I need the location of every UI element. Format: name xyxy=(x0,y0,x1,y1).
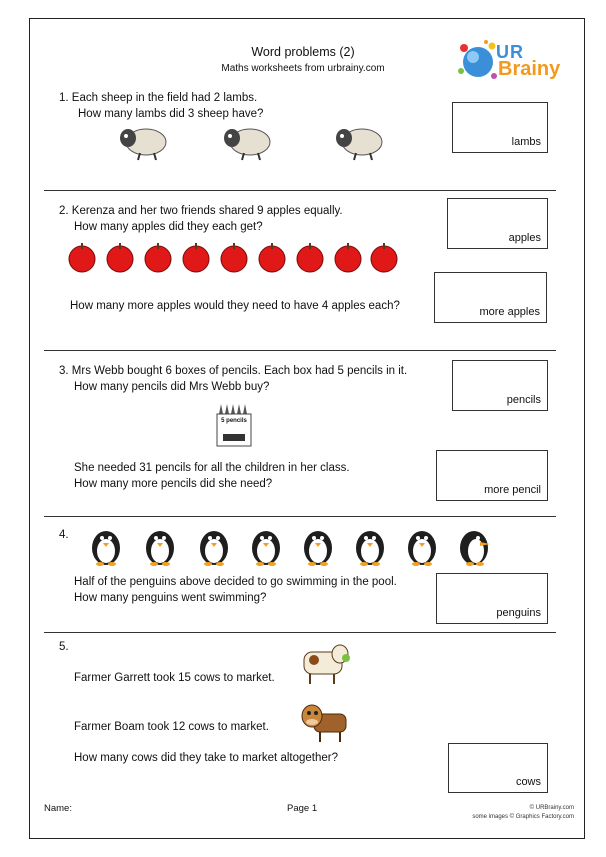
penguin-row xyxy=(88,524,498,566)
cow-icon xyxy=(300,640,352,688)
sheep-icon xyxy=(120,129,166,160)
page-number: Page 1 xyxy=(287,803,318,814)
page-title: Word problems (2) xyxy=(251,45,355,59)
q2-answer-unit-2: more apples xyxy=(479,306,540,318)
q1-line2: How many lambs did 3 sheep have? xyxy=(78,108,264,120)
q2-line2: How many apples did they each get? xyxy=(74,221,263,233)
divider xyxy=(44,350,556,351)
cow-drawing-2 xyxy=(298,700,350,746)
apple-icon xyxy=(107,243,133,272)
pencil-box-label: 5 pencils xyxy=(221,418,247,424)
apple-icon xyxy=(221,243,247,272)
q4-line2: How many penguins went swimming? xyxy=(74,592,267,604)
copyright-line-2: some images © Graphics Factory.com xyxy=(472,814,574,820)
q4-number: 4. xyxy=(59,529,69,541)
q2-answer-unit: apples xyxy=(508,232,541,244)
sheep-icon xyxy=(336,129,382,160)
sheep-icons xyxy=(116,122,386,162)
penguin-icon xyxy=(460,531,490,566)
penguin-icons xyxy=(88,524,498,566)
logo-text-ur: UR xyxy=(496,42,524,62)
q5-line2: Farmer Boam took 12 cows to market. xyxy=(74,721,269,733)
penguin-icon xyxy=(200,531,228,566)
penguin-icon xyxy=(356,531,384,566)
penguin-icon xyxy=(304,531,332,566)
name-label: Name: xyxy=(44,803,72,814)
divider xyxy=(44,516,556,517)
apple-icon xyxy=(259,243,285,272)
logo-text-brainy: Brainy xyxy=(498,58,561,80)
apple-icon xyxy=(183,243,209,272)
apple-icon xyxy=(69,243,95,272)
copyright-line-1: © URBrainy.com xyxy=(529,805,574,811)
q5-line1: Farmer Garrett took 15 cows to market. xyxy=(74,672,275,684)
cow-drawing-1 xyxy=(300,640,352,688)
q3-answer-box[interactable] xyxy=(452,360,548,411)
divider xyxy=(44,190,556,191)
apple-icon xyxy=(145,243,171,272)
apple-row xyxy=(68,242,398,274)
apple-icon xyxy=(335,243,361,272)
penguin-icon xyxy=(146,531,174,566)
pencil-box-icon xyxy=(215,400,253,448)
pencil-box-drawing xyxy=(215,400,253,448)
urbrainy-logo xyxy=(456,38,572,84)
q3-line3: She needed 31 pencils for all the children in her class. xyxy=(74,462,350,474)
q3-answer-unit: pencils xyxy=(506,394,541,406)
q3-line4: How many more pencils did she need? xyxy=(74,478,273,490)
q2-answer-box-2[interactable] xyxy=(434,272,547,323)
penguin-icon xyxy=(92,531,120,566)
q5-number: 5. xyxy=(59,641,69,653)
sheep-row xyxy=(116,122,386,162)
apple-icon xyxy=(297,243,323,272)
q5-answer-unit: cows xyxy=(515,776,541,788)
q4-answer-box[interactable] xyxy=(436,573,548,624)
q2-line1: 2. Kerenza and her two friends shared 9 apples equally. xyxy=(59,205,343,217)
q3-line1: 3. Mrs Webb bought 6 boxes of pencils. Each box had 5 pencils in it. xyxy=(59,365,408,377)
apple-icons xyxy=(68,242,398,274)
penguin-icon xyxy=(252,531,280,566)
q1-answer-unit: lambs xyxy=(511,136,541,148)
q3-line2: How many pencils did Mrs Webb buy? xyxy=(74,381,270,393)
penguin-icon xyxy=(408,531,436,566)
q4-line1: Half of the penguins above decided to go swimming in the pool. xyxy=(74,576,397,588)
q3-answer-unit-2: more pencil xyxy=(484,484,541,496)
apple-icon xyxy=(371,243,397,272)
cow-icon xyxy=(298,700,350,746)
q5-line3: How many cows did they take to market altogether? xyxy=(74,752,338,764)
page-subtitle: Maths worksheets from urbrainy.com xyxy=(221,63,385,74)
q2-line3: How many more apples would they need to have 4 apples each? xyxy=(70,300,400,312)
divider xyxy=(44,632,556,633)
q1-answer-box[interactable] xyxy=(452,102,548,153)
sheep-icon xyxy=(224,129,270,160)
q1-line1: 1. Each sheep in the field had 2 lambs. xyxy=(59,92,258,104)
q3-answer-box-2[interactable] xyxy=(436,450,548,501)
q4-answer-unit: penguins xyxy=(496,607,541,619)
q5-answer-box[interactable] xyxy=(448,743,548,793)
q2-answer-box[interactable] xyxy=(447,198,548,249)
